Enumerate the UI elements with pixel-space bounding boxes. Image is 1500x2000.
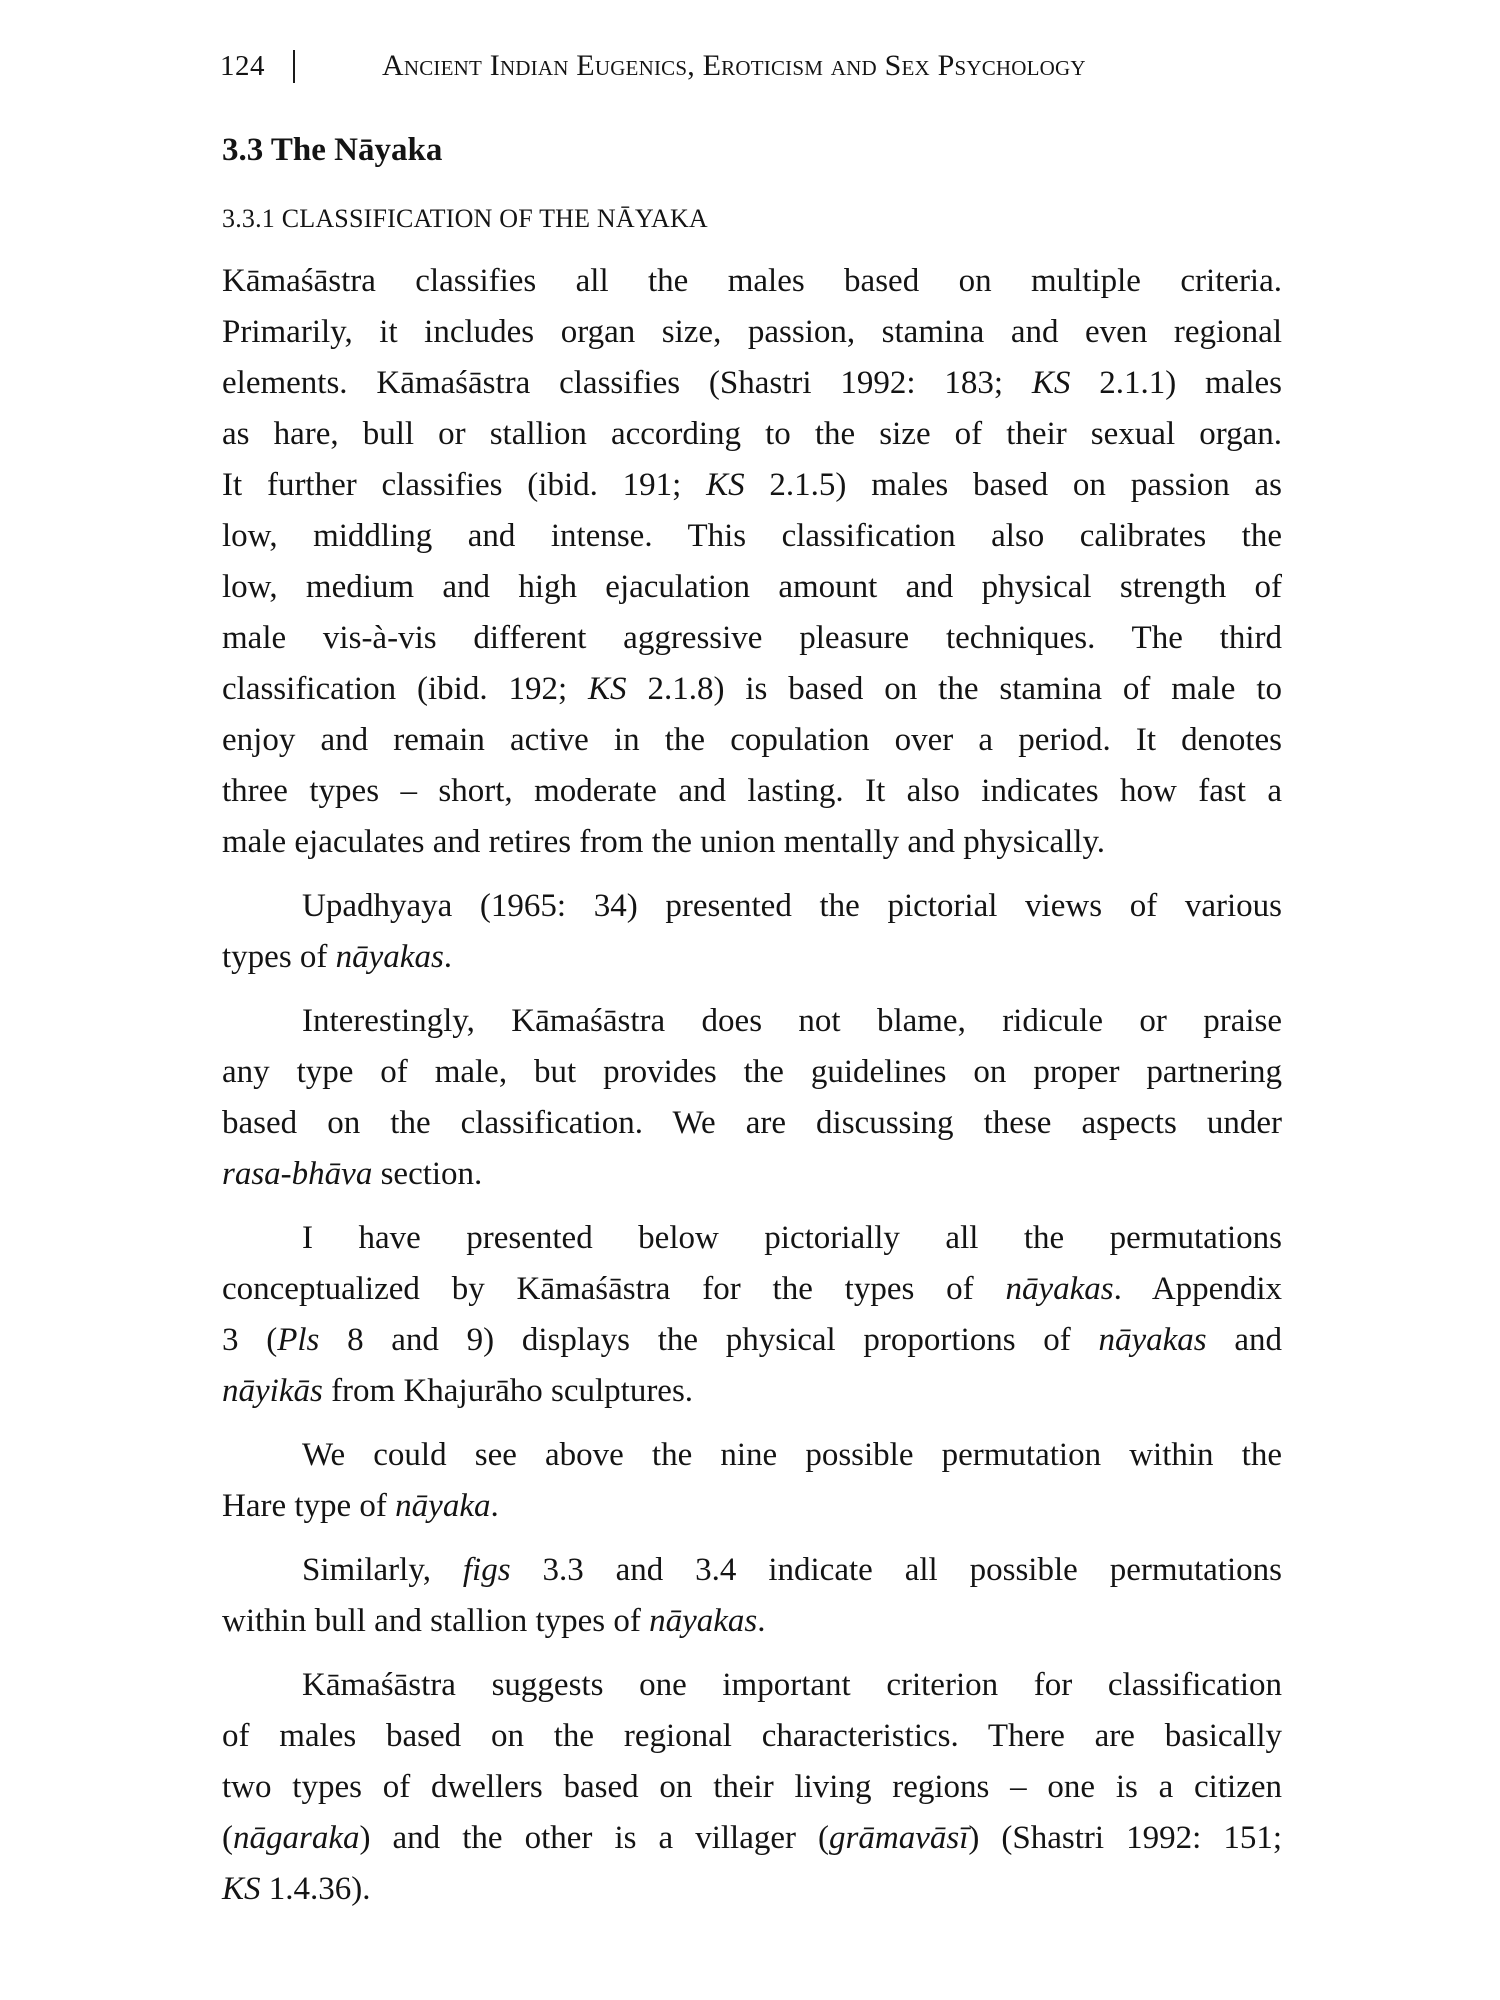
italic-term: nāyikās	[222, 1373, 323, 1409]
paragraph	[222, 881, 1282, 983]
text-run: Primarily, it includes organ size, passion, stamina and even regional	[222, 314, 1282, 350]
header-divider	[293, 50, 295, 83]
text-run: ) (Shastri 1992: 151;	[968, 1820, 1282, 1856]
text-line	[222, 1047, 1282, 1098]
running-head	[220, 46, 1280, 86]
italic-term: nāyakas	[335, 939, 444, 975]
italic-term: nāgaraka	[233, 1820, 360, 1856]
text-line	[222, 1813, 1282, 1864]
text-line	[222, 1711, 1282, 1762]
italic-term: nāyakas	[1005, 1271, 1114, 1307]
text-run: within bull and stallion types of	[222, 1603, 650, 1639]
text-run: three types – short, moderate and lasting. It also indicates how fast a	[222, 773, 1282, 809]
text-line	[222, 562, 1282, 613]
text-run: 2.1.5) males based on passion as	[744, 467, 1282, 503]
italic-term: nāyaka	[395, 1488, 491, 1524]
text-run: .	[757, 1603, 766, 1639]
text-run: ) and the other is a villager (	[359, 1820, 830, 1856]
text-run: low, medium and high ejaculation amount and physical strength of	[222, 569, 1282, 605]
paragraph	[222, 1430, 1282, 1532]
text-run: Similarly,	[302, 1552, 463, 1588]
italic-term: KS	[588, 671, 627, 707]
text-line	[222, 1149, 1282, 1200]
text-run: It further classifies (ibid. 191;	[222, 467, 707, 503]
text-run: 2.1.8) is based on the stamina of male to	[626, 671, 1282, 707]
text-run: Upadhyaya (1965: 34) presented the pictorial views of various	[302, 888, 1282, 924]
text-line	[222, 932, 1282, 983]
text-line	[222, 1864, 1282, 1915]
italic-term: Pls	[277, 1322, 320, 1358]
text-line	[222, 1660, 1282, 1711]
italic-term: figs	[462, 1552, 511, 1588]
italic-term: KS	[222, 1871, 261, 1907]
text-run: from Khajurāho sculptures.	[322, 1373, 694, 1409]
text-run: based on the classification. We are discussing these aspects under	[222, 1105, 1282, 1141]
subsection-heading: 3.3.1 CLASSIFICATION OF THE NĀYAKA	[222, 204, 708, 233]
text-run: elements. Kāmaśāstra classifies (Shastri 1992: 183;	[222, 365, 1032, 401]
text-line	[222, 996, 1282, 1047]
text-line	[222, 664, 1282, 715]
italic-term: grāmavāsī	[829, 1820, 969, 1856]
paragraph	[222, 256, 1282, 868]
text-line	[222, 1213, 1282, 1264]
text-line	[222, 881, 1282, 932]
text-run: We could see above the nine possible permutation within the	[302, 1437, 1282, 1473]
italic-term: KS	[1031, 365, 1071, 401]
text-run: 3.3 and 3.4 indicate all possible permutations	[510, 1552, 1282, 1588]
text-run: 8 and 9) displays the physical proportions of	[319, 1322, 1099, 1358]
text-run: . Appendix	[1113, 1271, 1282, 1307]
text-line	[222, 817, 1282, 868]
text-line	[222, 766, 1282, 817]
text-run: section.	[372, 1156, 483, 1192]
paragraph	[222, 996, 1282, 1200]
text-line	[222, 1098, 1282, 1149]
text-run: as hare, bull or stallion according to the size of their sexual organ.	[222, 416, 1282, 452]
text-run: types of	[222, 939, 336, 975]
text-run: enjoy and remain active in the copulation over a period. It denotes	[222, 722, 1282, 758]
text-line	[222, 1762, 1282, 1813]
text-run: and	[1206, 1322, 1282, 1358]
text-line	[222, 1366, 1282, 1417]
text-run: of males based on the regional characteristics. There are basically	[222, 1718, 1282, 1754]
text-line	[222, 613, 1282, 664]
text-run: 3 (	[222, 1322, 278, 1358]
text-run: .	[443, 939, 453, 975]
italic-term: nāyakas	[649, 1603, 758, 1639]
text-line	[222, 715, 1282, 766]
text-run: male vis-à-vis different aggressive pleasure techniques. The third	[222, 620, 1282, 656]
text-run: low, middling and intense. This classification also calibrates the	[222, 518, 1282, 554]
italic-term: nāyakas	[1098, 1322, 1207, 1358]
text-line	[222, 256, 1282, 307]
text-run: two types of dwellers based on their living regions – one is a citizen	[222, 1769, 1282, 1805]
text-run: Kāmaśāstra suggests one important criterion for classification	[302, 1667, 1282, 1703]
text-run: Interestingly, Kāmaśāstra does not blame, ridicule or praise	[302, 1003, 1282, 1039]
text-line	[222, 511, 1282, 562]
page-number: 124	[220, 50, 265, 82]
paragraph	[222, 1545, 1282, 1647]
text-run: any type of male, but provides the guidelines on proper partnering	[222, 1054, 1282, 1090]
text-line	[222, 460, 1282, 511]
text-line	[222, 1264, 1282, 1315]
text-run: .	[490, 1488, 499, 1524]
text-line	[222, 358, 1282, 409]
paragraph	[222, 1213, 1282, 1417]
book-title: Ancient Indian Eugenics, Eroticism and Sex Psychology	[382, 49, 1086, 82]
text-run: 2.1.1) males	[1070, 365, 1282, 401]
text-run: male ejaculates and retires from the union mentally and physically.	[222, 824, 1106, 860]
italic-term: rasa-bhāva	[222, 1156, 373, 1192]
paragraph	[222, 1660, 1282, 1915]
text-run: I have presented below pictorially all the permutations	[302, 1220, 1282, 1256]
text-run: 1.4.36).	[260, 1871, 371, 1907]
text-line	[222, 1596, 1282, 1647]
body-text	[222, 256, 1282, 1928]
section-heading: 3.3 The Nāyaka	[222, 132, 443, 168]
text-line	[222, 1481, 1282, 1532]
text-run: classification (ibid. 192;	[222, 671, 589, 707]
text-run: (	[222, 1820, 233, 1856]
text-line	[222, 409, 1282, 460]
text-line	[222, 1430, 1282, 1481]
text-line	[222, 1315, 1282, 1366]
text-line	[222, 1545, 1282, 1596]
text-run: conceptualized by Kāmaśāstra for the types of	[222, 1271, 1006, 1307]
text-run: Hare type of	[222, 1488, 396, 1524]
italic-term: KS	[706, 467, 745, 503]
text-line	[222, 307, 1282, 358]
text-run: Kāmaśāstra classifies all the males based on multiple criteria.	[222, 263, 1282, 299]
